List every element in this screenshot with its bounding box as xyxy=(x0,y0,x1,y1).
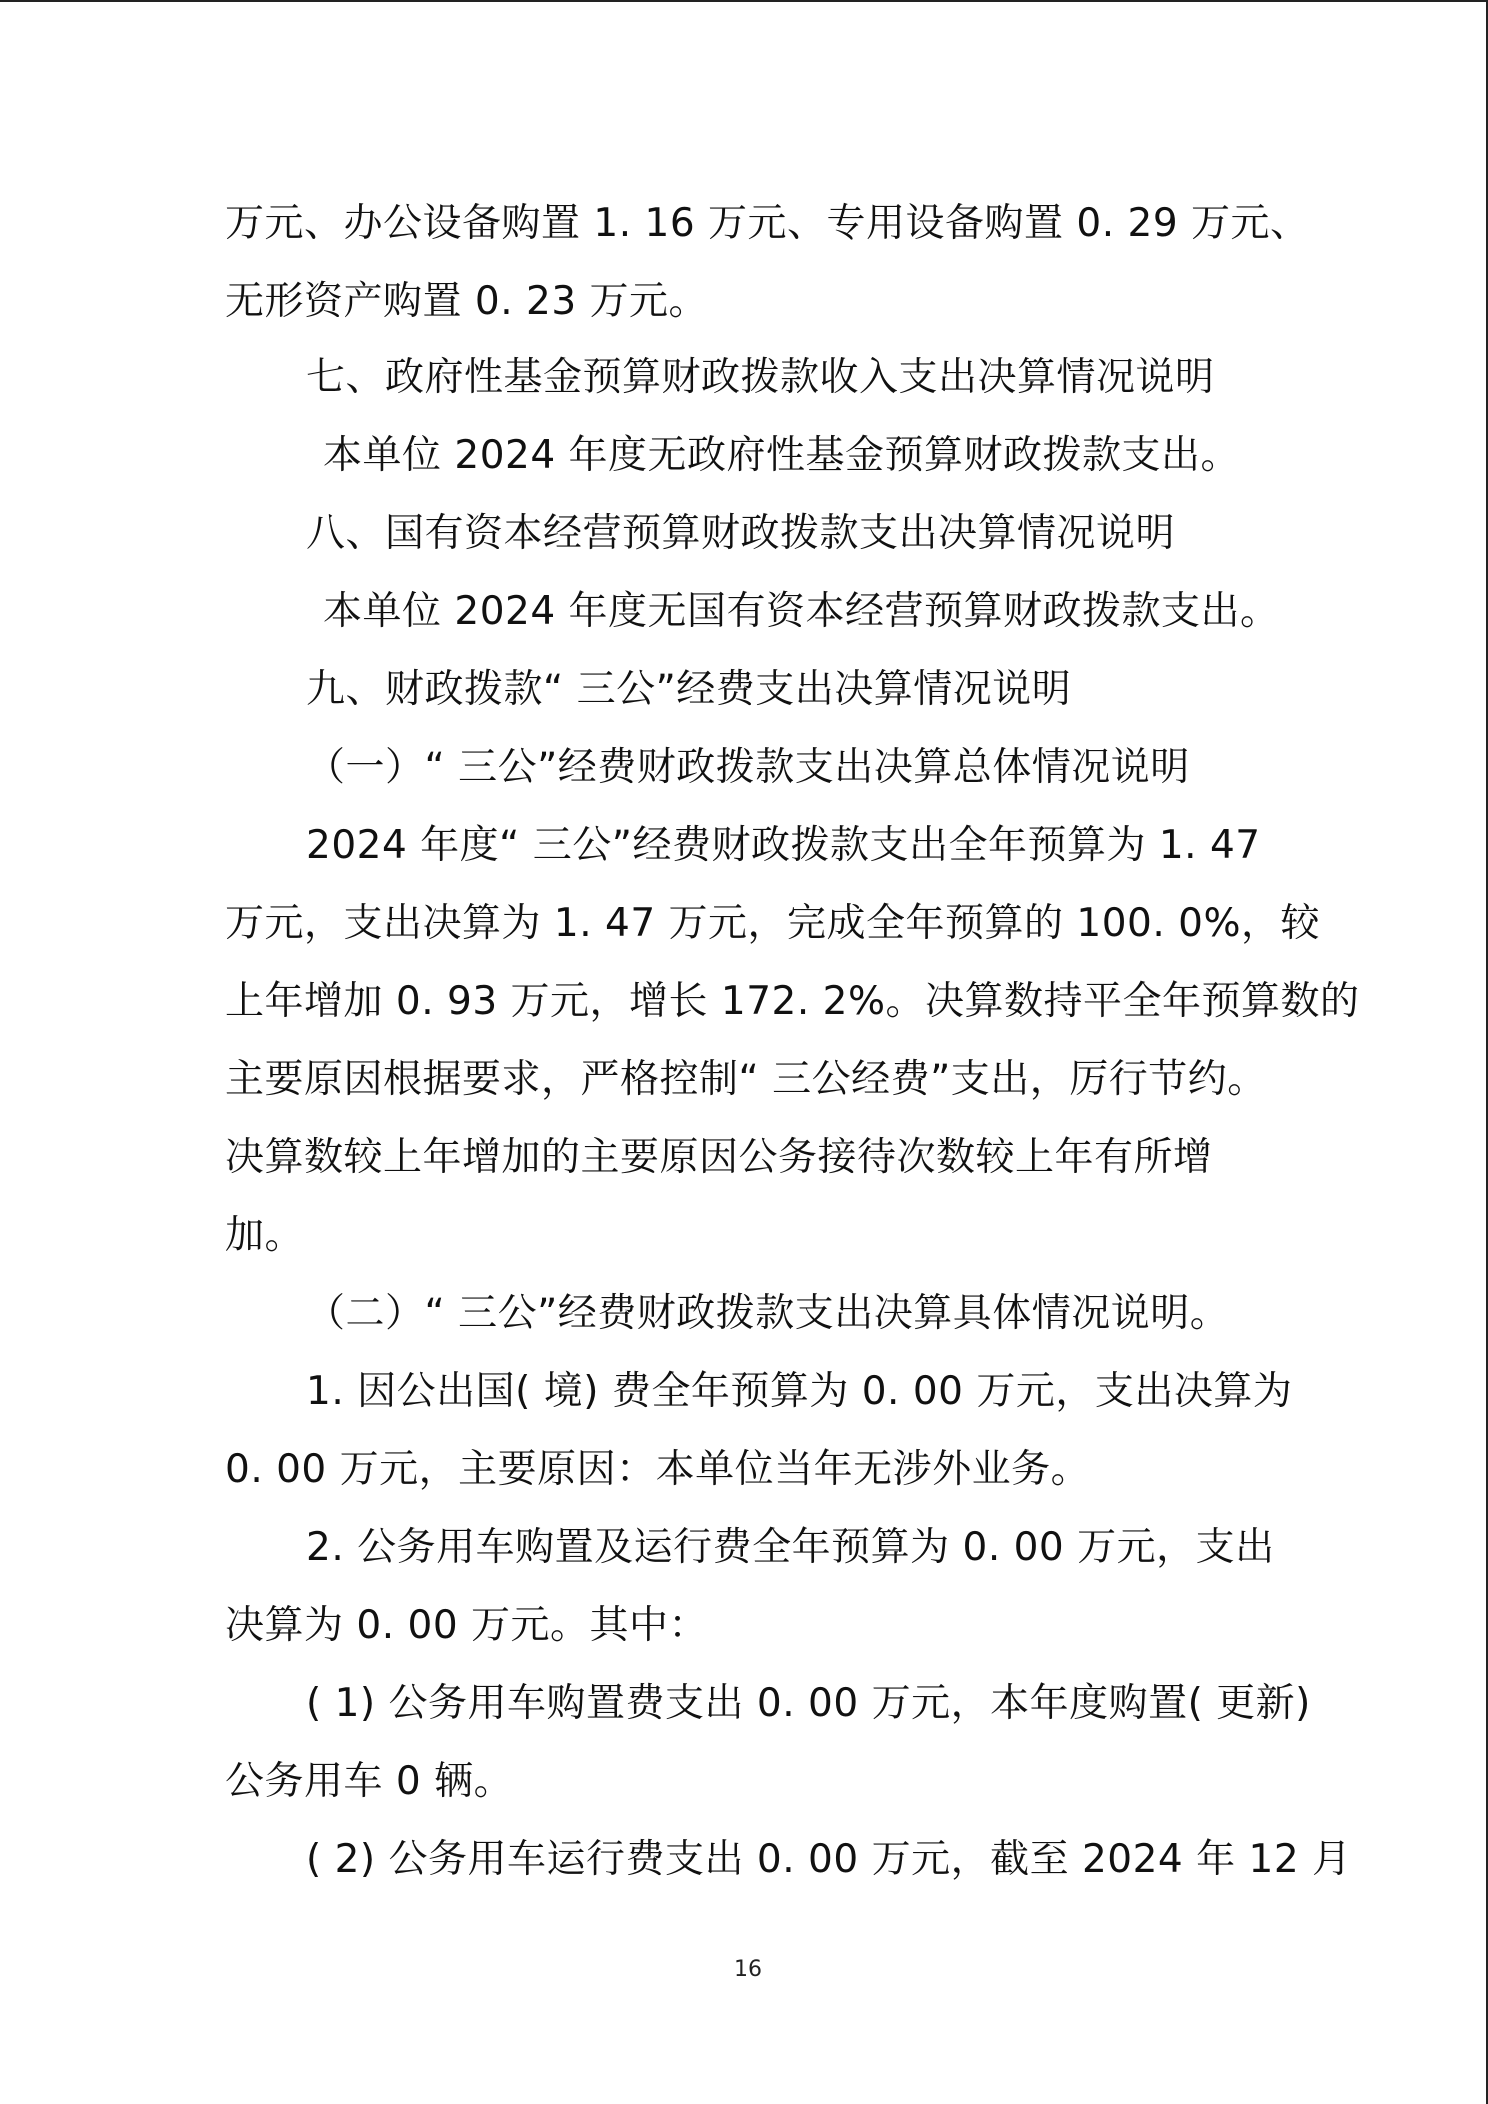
text-line-14: 加。 xyxy=(225,1213,305,1258)
text-line-12: 主要原因根据要求，严格控制“ 三公经费”支出，厉行节约。 xyxy=(225,1057,1267,1102)
text-line-4: 本单位 2024 年度无政府性基金预算财政拨款支出。 xyxy=(323,433,1241,478)
text-line-20: ( 1) 公务用车购置费支出 0. 00 万元，本年度购置( 更新) xyxy=(306,1681,1311,1726)
section-heading-7: 七、政府性基金预算财政拨款收入支出决算情况说明 xyxy=(306,355,1215,400)
text-line-16: 1. 因公出国( 境) 费全年预算为 0. 00 万元，支出决算为 xyxy=(306,1369,1293,1414)
text-line-10: 万元，支出决算为 1. 47 万元，完成全年预算的 100. 0%，较 xyxy=(225,901,1321,946)
subsection-heading-1: （一）“ 三公”经费财政拨款支出决算总体情况说明 xyxy=(306,745,1190,790)
text-line-19: 决算为 0. 00 万元。其中： xyxy=(225,1603,709,1648)
text-line-9: 2024 年度“ 三公”经费财政拨款支出全年预算为 1. 47 xyxy=(306,823,1261,868)
section-heading-9: 九、财政拨款“ 三公”经费支出决算情况说明 xyxy=(306,667,1072,712)
text-line-17: 0. 00 万元，主要原因：本单位当年无涉外业务。 xyxy=(225,1447,1091,1492)
text-line-22: ( 2) 公务用车运行费支出 0. 00 万元，截至 2024 年 12 月 xyxy=(306,1837,1352,1882)
text-line-11: 上年增加 0. 93 万元，增长 172. 2%。决算数持平全年预算数的 xyxy=(225,979,1360,1024)
text-line-18: 2. 公务用车购置及运行费全年预算为 0. 00 万元，支出 xyxy=(306,1525,1275,1570)
text-line-13: 决算数较上年增加的主要原因公务接待次数较上年有所增 xyxy=(225,1135,1213,1180)
section-heading-8: 八、国有资本经营预算财政拨款支出决算情况说明 xyxy=(306,511,1176,556)
text-line-1: 万元、办公设备购置 1. 16 万元、专用设备购置 0. 29 万元、 xyxy=(225,201,1310,246)
page-number: 16 xyxy=(734,1957,762,1982)
text-line-21: 公务用车 0 辆。 xyxy=(225,1759,514,1804)
text-line-2: 无形资产购置 0. 23 万元。 xyxy=(225,279,709,324)
subsection-heading-2: （二）“ 三公”经费财政拨款支出决算具体情况说明。 xyxy=(306,1291,1230,1336)
text-line-6: 本单位 2024 年度无国有资本经营预算财政拨款支出。 xyxy=(323,589,1280,634)
